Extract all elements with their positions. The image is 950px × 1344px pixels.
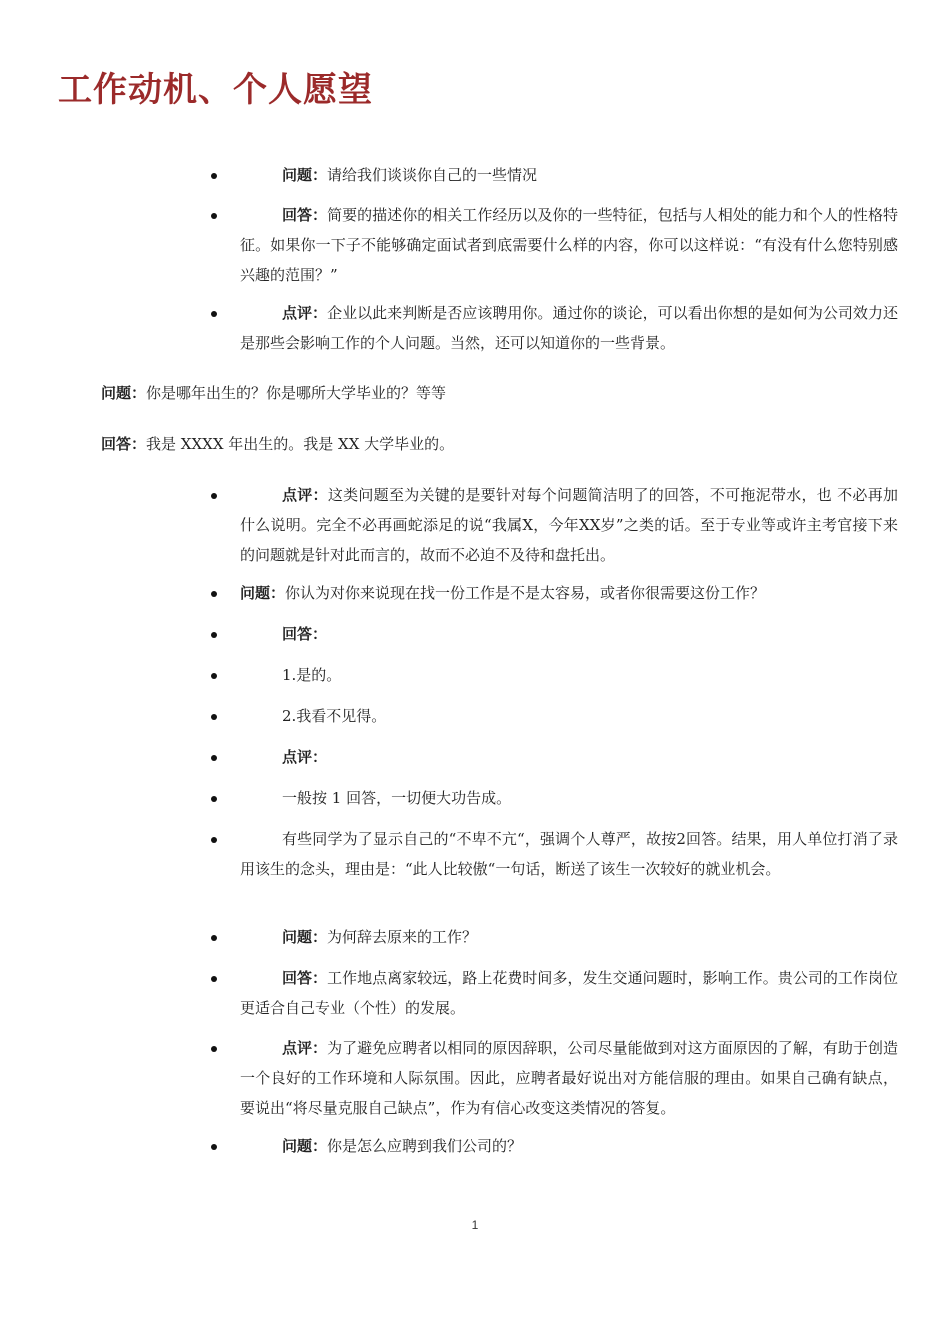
list-item: [0, 783, 950, 824]
list-item-text: [240, 783, 898, 813]
list-item-text: [240, 660, 898, 690]
bullet-icon: [211, 591, 217, 597]
list-item-text: [240, 963, 898, 1023]
list-item-text: [240, 160, 898, 190]
item-body: 一般按 1 回答，一切便大功告成。: [282, 789, 512, 807]
item-label: 问题：: [282, 928, 328, 946]
item-label: 问题：: [101, 384, 147, 402]
plain-answer: [101, 429, 454, 459]
list-item: [0, 701, 950, 742]
item-body: 为了避免应聘者以相同的原因辞职，公司尽量能做到对这方面原因的了解，有助于创造一个良好的工作环境和人际氛围。因此，应聘者最好说出对方能信服的理由。如果自己确有缺点，要说出“将尽量克服自己缺点”，作为有信心改变这类情况的答复。: [240, 1039, 898, 1117]
bullet-icon: [211, 1144, 217, 1150]
list-item-text: [240, 701, 898, 731]
list-item: [0, 1033, 950, 1131]
item-label: 回答：: [282, 206, 328, 224]
bullet-icon: [211, 632, 217, 638]
list-item-text: [240, 824, 898, 884]
item-body: 这类问题至为关键的是要针对每个问题简洁明了的回答，不可拖泥带水，也 不必再加什么说明。完全不必再画蛇添足的说“我属X，今年XX岁”之类的话。至于专业等或许主考官接下来的问题就是针对此而言的，故而不必迫不及待和盘托出。: [240, 486, 898, 564]
list-item-text: [240, 200, 898, 290]
item-body: 你是哪年出生的？你是哪所大学毕业的？等等: [146, 384, 447, 402]
bullet-icon: [211, 311, 217, 317]
item-body: 请给我们谈谈你自己的一些情况: [327, 166, 538, 184]
bullet-icon: [211, 1046, 217, 1052]
list-item-text: [240, 298, 898, 358]
list-item: [0, 660, 950, 701]
list-item-text: [240, 1131, 898, 1161]
item-label: 点评：: [282, 304, 328, 322]
item-label: 回答：: [101, 435, 147, 453]
list-item: [0, 963, 950, 1033]
bullet-icon: [211, 213, 217, 219]
item-body: 简要的描述你的相关工作经历以及你的一些特征，包括与人相处的能力和个人的性格特征。如果你一下子不能够确定面试者到底需要什么样的内容，你可以这样说：“有没有什么您特别感兴趣的范围？”: [240, 206, 898, 284]
item-body: 1.是的。: [282, 666, 342, 684]
item-body: 有些同学为了显示自己的“不卑不亢“，强调个人尊严，故按2回答。结果，用人单位打消了录用该生的念头，理由是：“此人比较傲“一句话，断送了该生一次较好的就业机会。: [240, 830, 898, 878]
list-item: [0, 200, 950, 298]
list-item: [0, 1131, 950, 1172]
list-item-text: [240, 742, 898, 772]
item-body: 为何辞去原来的工作？: [327, 928, 478, 946]
list-item: [0, 619, 950, 660]
list-item: [0, 578, 950, 619]
list-item: [0, 742, 950, 783]
qa-list-1: [0, 160, 950, 368]
list-item: [0, 824, 950, 922]
list-item: [0, 160, 950, 200]
bullet-icon: [211, 796, 217, 802]
list-item-text: [240, 578, 898, 608]
item-body: 我是 XXXX 年出生的。我是 XX 大学毕业的。: [146, 435, 455, 453]
list-item: [0, 922, 950, 963]
bullet-icon: [211, 935, 217, 941]
item-body: 你认为对你来说现在找一份工作是不是太容易，或者你很需要这份工作？: [285, 584, 766, 602]
bullet-icon: [211, 714, 217, 720]
list-item-text: [240, 1033, 898, 1123]
item-label: 问题：: [240, 584, 286, 602]
item-label: 问题：: [282, 1137, 328, 1155]
list-item: [0, 298, 950, 368]
bullet-icon: [211, 755, 217, 761]
list-item-text: [240, 619, 898, 649]
qa-list-2: [0, 480, 950, 1172]
page-title: 工作动机、个人愿望: [58, 70, 373, 110]
bullet-icon: [211, 673, 217, 679]
page-number: 1: [471, 1218, 479, 1232]
bullet-icon: [211, 976, 217, 982]
plain-question: [101, 378, 446, 408]
bullet-icon: [211, 493, 217, 499]
item-body: 企业以此来判断是否应该聘用你。通过你的谈论，可以看出你想的是如何为公司效力还是那些会影响工作的个人问题。当然，还可以知道你的一些背景。: [240, 304, 898, 352]
item-label: 问题：: [282, 166, 328, 184]
list-item-text: [240, 922, 898, 952]
item-label: 点评：: [282, 748, 328, 766]
item-label: 点评：: [282, 1039, 328, 1057]
list-item-text: [240, 480, 898, 570]
item-body: 2.我看不见得。: [282, 707, 387, 725]
item-body: 你是怎么应聘到我们公司的？: [327, 1137, 523, 1155]
bullet-icon: [211, 173, 217, 179]
item-label: 点评：: [282, 486, 328, 504]
item-label: 回答：: [282, 625, 328, 643]
bullet-icon: [211, 837, 217, 843]
list-item: [0, 480, 950, 578]
item-body: 工作地点离家较远，路上花费时间多，发生交通问题时，影响工作。贵公司的工作岗位更适合自己专业（个性）的发展。: [240, 969, 898, 1017]
item-label: 回答：: [282, 969, 328, 987]
